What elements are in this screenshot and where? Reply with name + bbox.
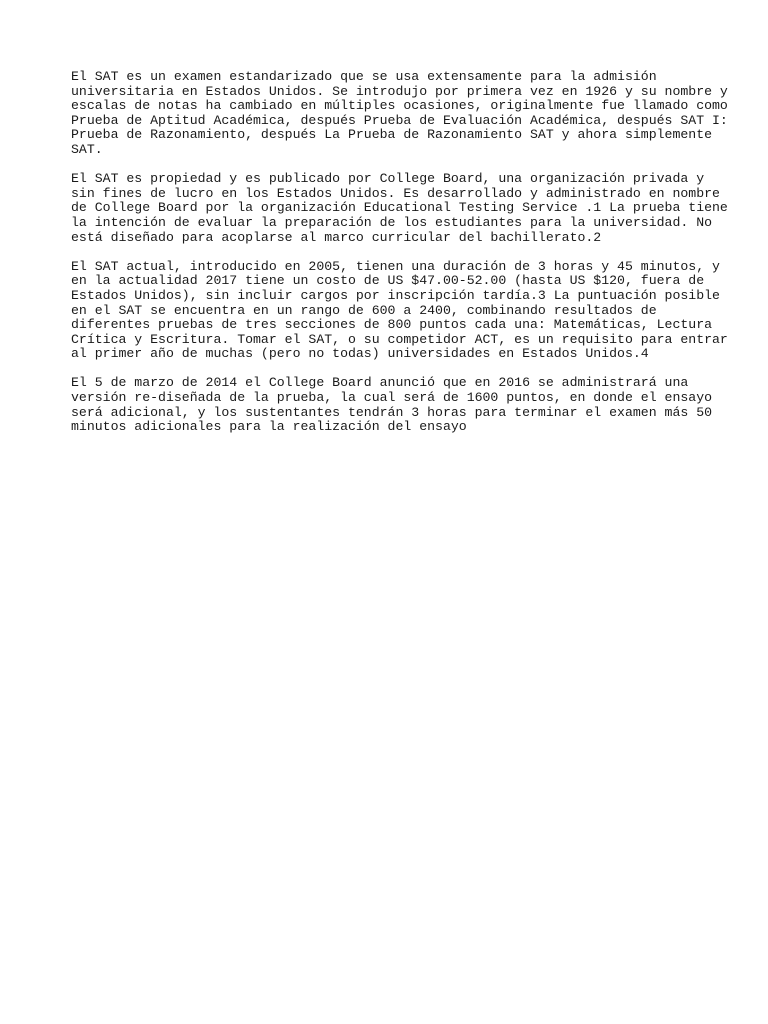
paragraph-sat-intro: [71, 69, 728, 158]
text-line: Prueba de Aptitud Académica, después Prueba de Evaluación Académica, después SAT I:: [71, 112, 728, 128]
text-line: Crítica y Escritura. Tomar el SAT, o su competidor ACT, es un requisito para entrar: [71, 331, 728, 347]
text-line: la intención de evaluar la preparación de los estudiantes para la universidad. No: [71, 214, 713, 230]
text-line: escalas de notas ha cambiado en múltiples ocasiones, originalmente fue llamado como: [71, 98, 728, 114]
paragraph-current-sat: [71, 258, 728, 362]
text-line: diferentes pruebas de tres secciones de 800 puntos cada una: Matemáticas, Lectura: [71, 317, 713, 333]
text-line: universitaria en Estados Unidos. Se introdujo por primera vez en 1926 y su nombre y: [71, 83, 728, 99]
text-line: Prueba de Razonamiento, después La Prueba de Razonamiento SAT y ahora simplemente: [71, 127, 713, 143]
text-line: El SAT es propiedad y es publicado por College Board, una organización privada y: [71, 171, 705, 187]
text-line: Estados Unidos), sin incluir cargos por inscripción tardía.3 La puntuación posible: [71, 287, 720, 303]
text-line: al primer año de muchas (pero no todas) universidades en Estados Unidos.4: [71, 346, 649, 362]
paragraph-redesign-2016: [71, 376, 711, 434]
text-line: El SAT actual, introducido en 2005, tienen una duración de 3 horas y 45 minutos, y: [71, 258, 720, 274]
text-line: de College Board por la organización Educational Testing Service .1 La prueba tiene: [71, 200, 728, 216]
text-line: SAT.: [71, 141, 103, 157]
paragraph-college-board: [71, 171, 728, 245]
text-line: versión re-diseñada de la prueba, la cual será de 1600 puntos, en donde el ensayo: [71, 390, 713, 406]
text-line: El SAT es un examen estandarizado que se usa extensamente para la admisión: [71, 69, 657, 84]
text-line: en la actualidad 2017 tiene un costo de US $47.00-52.00 (hasta US $120, fuera de: [71, 273, 705, 289]
document-body: [71, 69, 728, 449]
text-line: El 5 de marzo de 2014 el College Board anunció que en 2016 se administrará una: [71, 375, 689, 391]
text-line: será adicional, y los sustentantes tendrán 3 horas para terminar el examen más 50: [71, 404, 713, 420]
text-line: sin fines de lucro en los Estados Unidos. Es desarrollado y administrado en nombre: [71, 185, 720, 201]
text-line: minutos adicionales para la realización del ensayo: [71, 419, 467, 435]
text-line: está diseñado para acoplarse al marco curricular del bachillerato.2: [71, 229, 602, 245]
text-line: en el SAT se encuentra en un rango de 600 a 2400, combinando resultados de: [71, 302, 657, 318]
